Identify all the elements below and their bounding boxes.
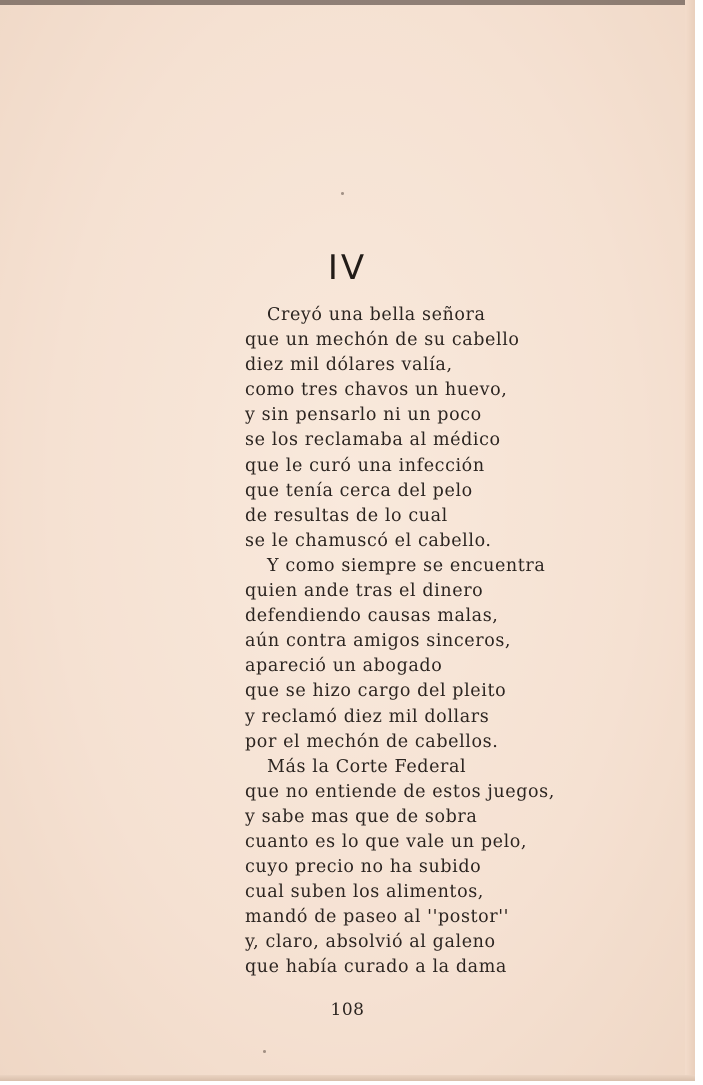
poem-line: que había curado a la dama <box>245 957 507 978</box>
poem-line: defendiendo causas malas, <box>245 606 499 627</box>
poem-line: diez mil dólares valía, <box>245 355 453 376</box>
poem-line: que se hizo cargo del pleito <box>245 681 507 702</box>
poem-line: cual suben los alimentos, <box>245 882 484 903</box>
poem-line: cuyo precio no ha subido <box>245 857 482 878</box>
poem-line: aún contra amigos sinceros, <box>245 631 512 652</box>
poem-line: como tres chavos un huevo, <box>245 380 508 401</box>
poem-line: se los reclamaba al médico <box>245 430 501 451</box>
poem-line: mandó de paseo al ''postor'' <box>245 907 510 928</box>
page-top-edge <box>0 0 695 5</box>
poem-line: que no entiende de estos juegos, <box>245 781 555 802</box>
paper-speck <box>341 192 344 195</box>
poem-line: y sabe mas que de sobra <box>245 806 478 827</box>
page-right-edge <box>685 0 695 1081</box>
poem-line: quien ande tras el dinero <box>245 581 484 602</box>
poem-line: de resultas de lo cual <box>245 505 448 526</box>
page-bottom-edge <box>0 1075 695 1081</box>
poem-line: que tenía cerca del pelo <box>245 480 473 501</box>
poem-line: Y como siempre se encuentra <box>267 555 546 576</box>
page-number: 108 <box>330 1000 365 1020</box>
poem-line: que un mechón de su cabello <box>245 330 520 351</box>
poem-line: por el mechón de cabellos. <box>245 731 499 752</box>
paper-speck <box>263 1050 266 1053</box>
poem-line: cuanto es lo que vale un pelo, <box>245 831 528 852</box>
poem-line: y sin pensarlo ni un poco <box>245 405 482 426</box>
poem-line: que le curó una infección <box>245 455 485 476</box>
poem-line: y, claro, absolvió al galeno <box>245 932 496 953</box>
poem-line: apareció un abogado <box>245 656 443 677</box>
poem-line: se le chamuscó el cabello. <box>245 530 492 551</box>
poem-line: Más la Corte Federal <box>267 756 467 777</box>
poem-line: Creyó una bella señora <box>267 305 486 325</box>
chapter-heading: IV <box>327 248 368 288</box>
poem-body <box>245 303 675 981</box>
poem-line: y reclamó diez mil dollars <box>245 706 490 727</box>
